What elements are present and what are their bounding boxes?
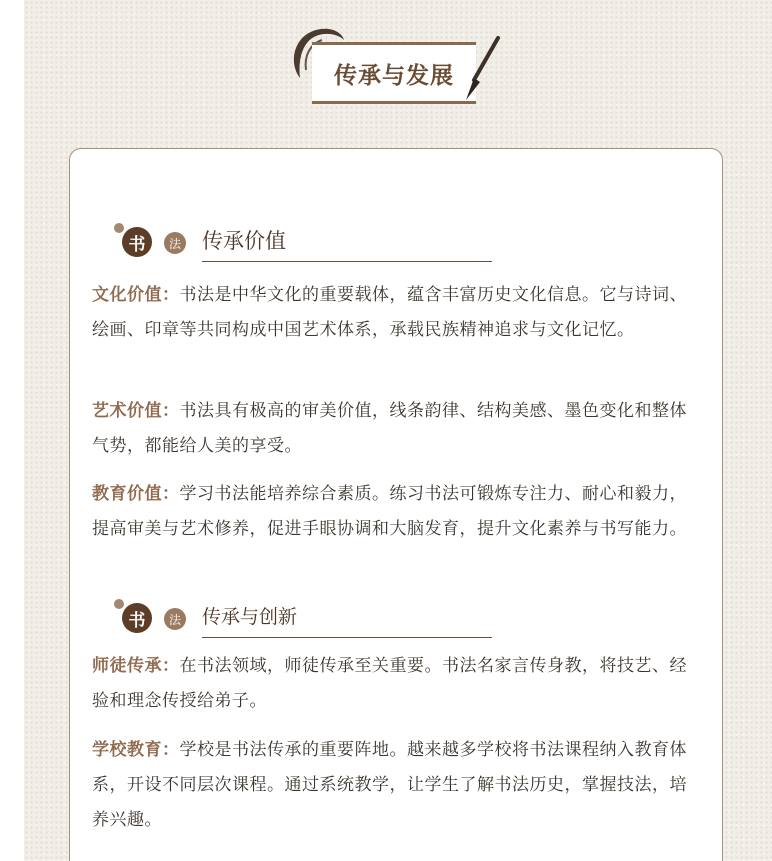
title-top-rule <box>312 42 476 45</box>
paragraph-text: 学校是书法传承的重要阵地。越来越多学校将书法课程纳入教育体系，开设不同层次课程。通过系统教学，让学生了解书法历史，掌握技法，培养兴趣。 <box>92 740 687 830</box>
page-header <box>286 22 516 108</box>
paragraph-cultural-value <box>92 278 704 348</box>
paragraph-label: 文化价值： <box>92 285 180 305</box>
title-bottom-rule <box>312 101 476 104</box>
section-title: 传承与创新 <box>202 599 492 638</box>
paragraph-educational-value <box>92 477 704 547</box>
paragraph-label: 学校教育： <box>92 740 180 760</box>
paragraph-text: 书法是中华文化的重要载体，蕴含丰富历史文化信息。它与诗词、绘画、印章等共同构成中国艺术体系，承载民族精神追求与文化记忆。 <box>92 285 687 340</box>
paragraph-text: 书法具有极高的审美价值，线条韵律、结构美感、墨色变化和整体气势，都能给人美的享受。 <box>92 401 687 456</box>
paragraph-master-apprentice <box>92 649 704 719</box>
badge-fa: 法 <box>164 232 186 254</box>
badge-shu: 书 <box>122 227 152 257</box>
page-title: 传承与发展 <box>334 62 454 89</box>
paragraph-text: 在书法领域，师徒传承至关重要。书法名家言传身教，将技艺、经验和理念传授给弟子。 <box>92 656 687 711</box>
paragraph-label: 教育价值： <box>92 484 180 504</box>
badge-fa: 法 <box>164 608 186 630</box>
paragraph-label: 艺术价值： <box>92 401 180 421</box>
paragraph-artistic-value <box>92 394 704 464</box>
section-title: 传承价值 <box>202 223 492 262</box>
paragraph-school-education <box>92 733 704 838</box>
decor-dot <box>114 223 124 233</box>
content-card <box>69 148 723 861</box>
section-header-heritage-value <box>114 223 514 267</box>
section-header-inheritance-innovation <box>114 599 514 643</box>
paragraph-label: 师徒传承： <box>92 656 180 676</box>
calligraphy-brush-icon <box>458 34 508 104</box>
decor-dot <box>114 599 124 609</box>
header-title-box <box>312 42 476 104</box>
paragraph-text: 学习书法能培养综合素质。练习书法可锻炼专注力、耐心和毅力，提高审美与艺术修养，促进手眼协调和大脑发育，提升文化素养与书写能力。 <box>92 484 687 539</box>
badge-shu: 书 <box>122 603 152 633</box>
page-background <box>24 0 772 861</box>
